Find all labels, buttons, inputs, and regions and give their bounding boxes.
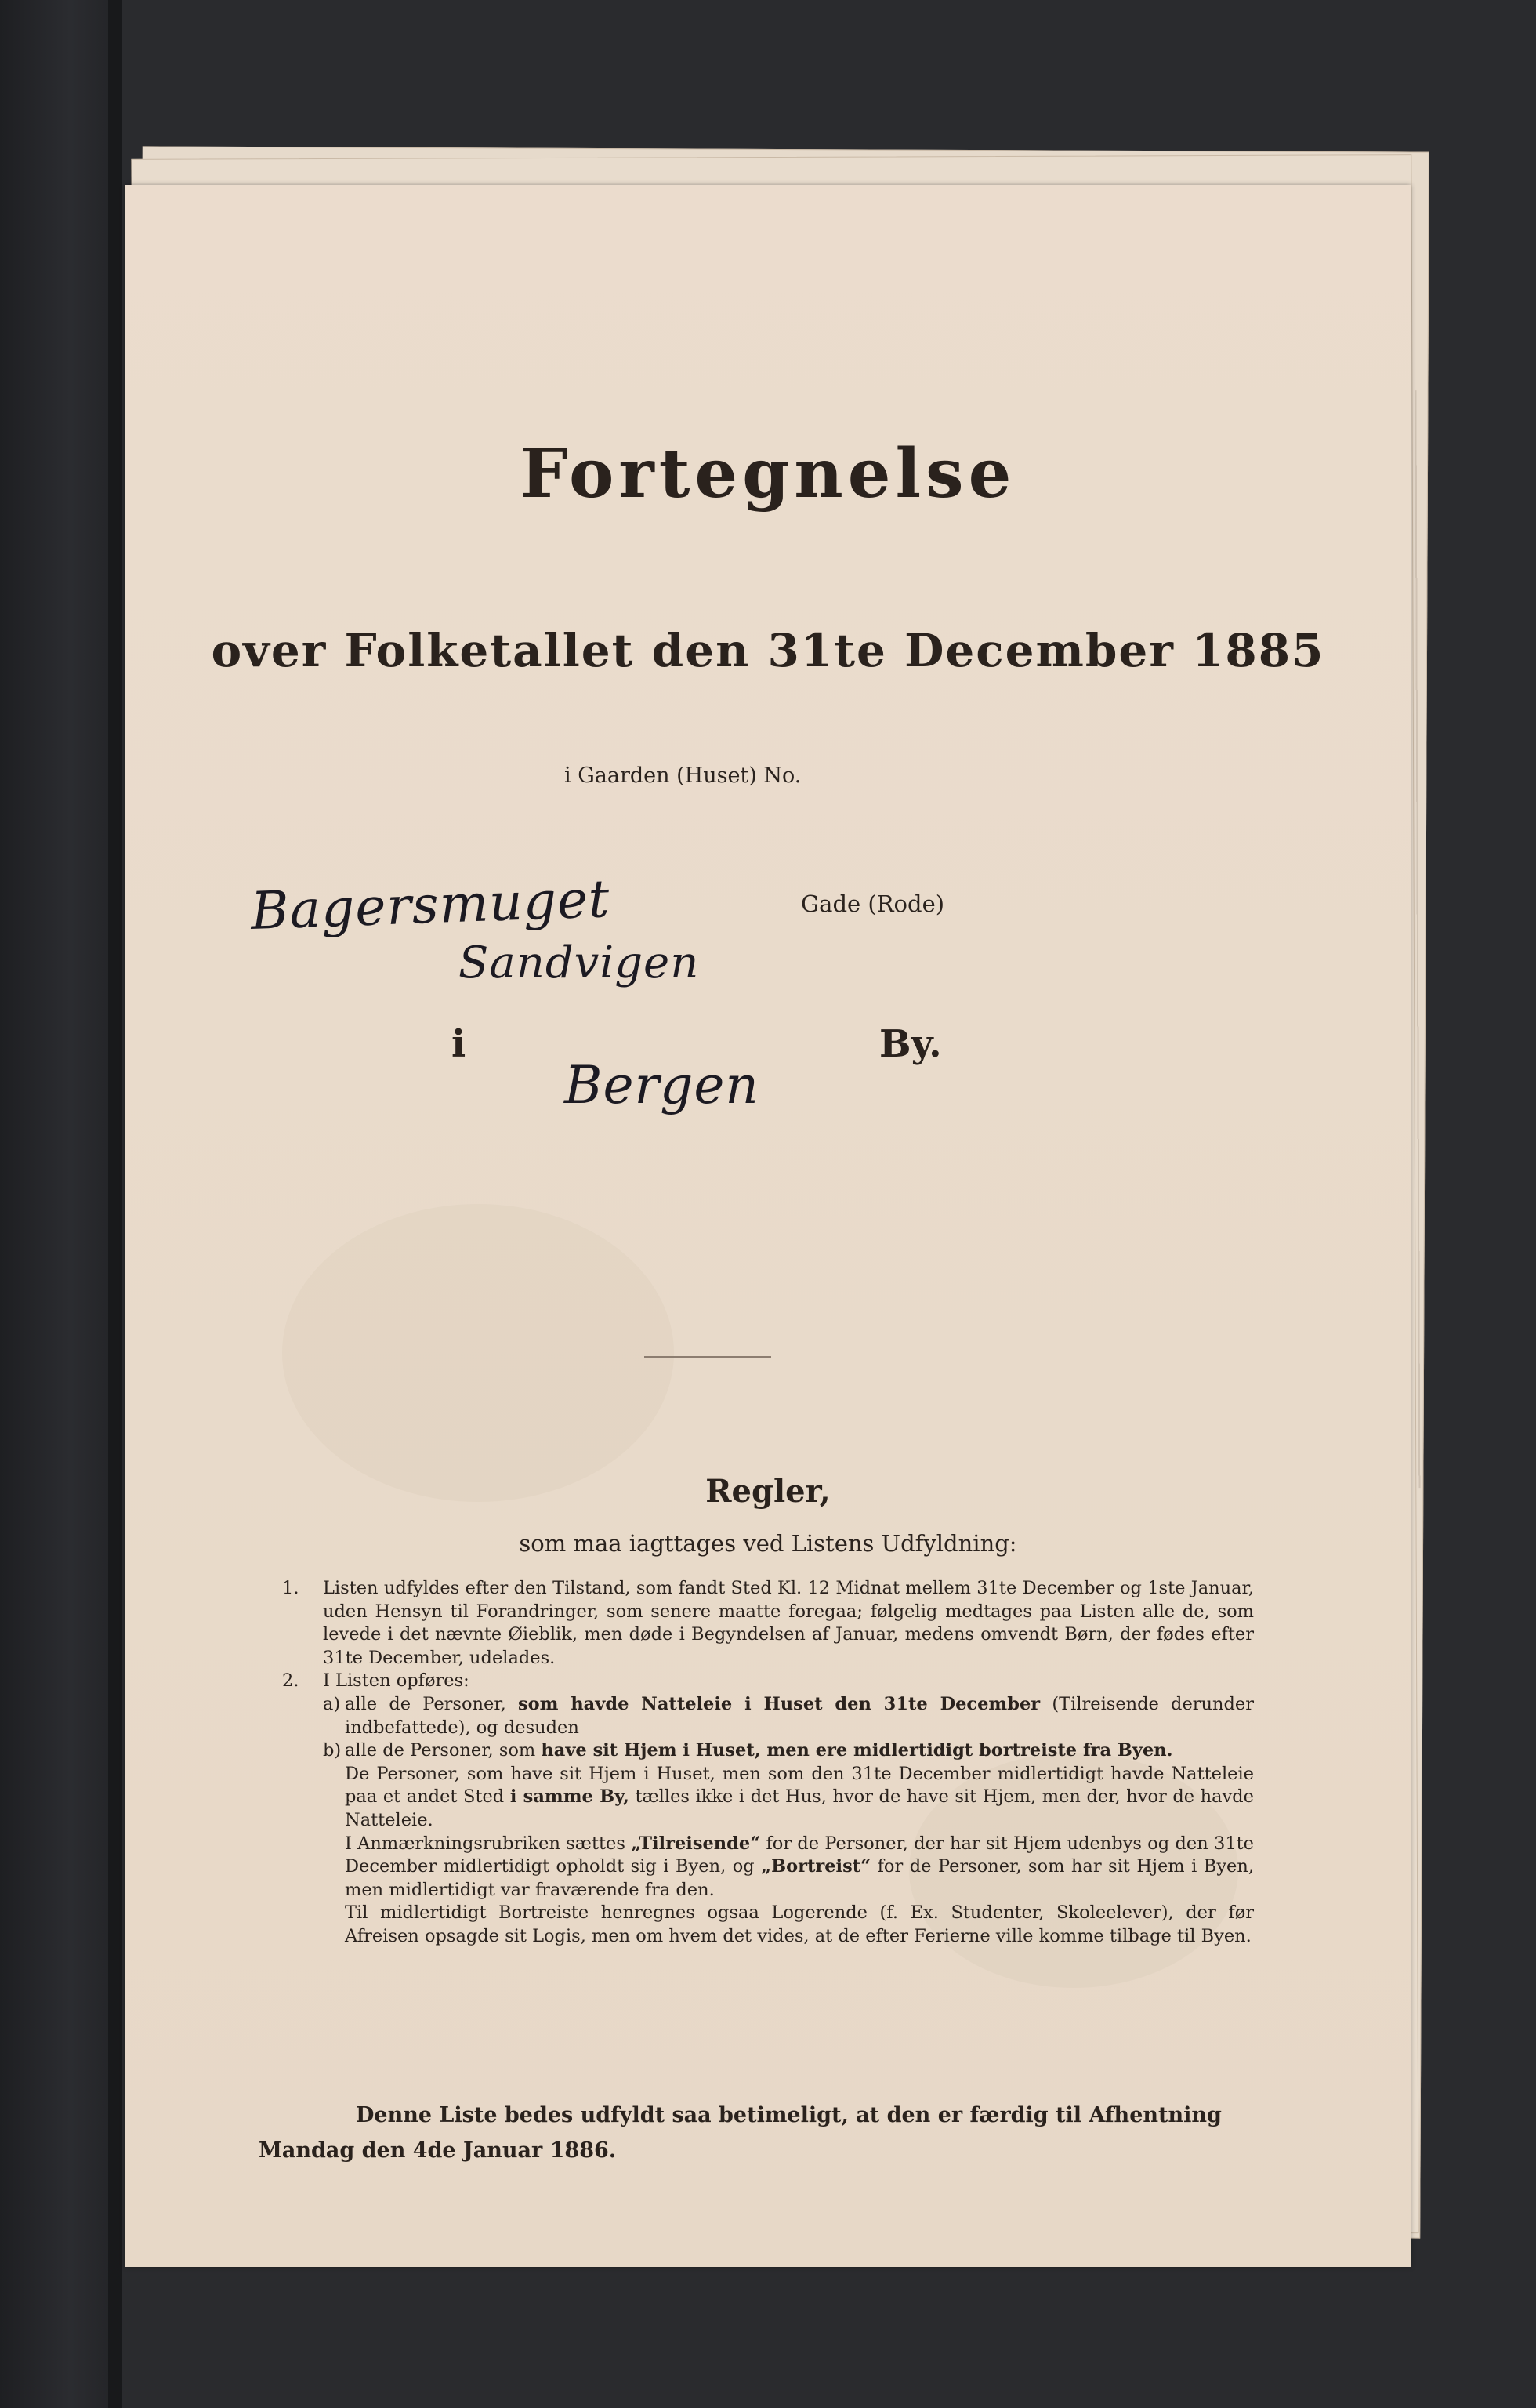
rules-heading: Regler, xyxy=(705,1473,831,1510)
rule-text: Listen udfyldes efter den Tilstand, som fandt Sted Kl. 12 Midnat mellem 31te December og 1ste Januar, uden Hensyn til Forandringer, som senere maatte foregaa; følgelig medtages paa Listen alle de, som levede i det nævnte Øieblik, men døde i Begyndelsen af Januar, medens omvendt Børn, der fødes efter 31te December, udelades. xyxy=(323,1578,1254,1668)
city-suffix: By. xyxy=(879,1022,942,1066)
city-prefix: i xyxy=(451,1022,466,1066)
page-title: Fortegnelse xyxy=(520,434,1016,513)
rule-text: (Tilreisende derunder indbefattede), og desuden xyxy=(345,1693,1254,1738)
rule-emphasis: „Bortreist“ xyxy=(761,1856,871,1877)
rule-2 xyxy=(282,1670,1254,1693)
binder-edge xyxy=(108,0,122,2408)
rule-2c xyxy=(282,1763,1254,1833)
census-form-page xyxy=(125,185,1411,2267)
rule-2e xyxy=(282,1902,1254,1948)
rule-text: alle de Personer, som xyxy=(345,1740,536,1761)
page-subtitle: over Folketallet den 31te December 1885 xyxy=(211,624,1325,677)
notice-line: Mandag den 4de Januar 1886. xyxy=(259,2138,617,2163)
rule-text: I Anmærkningsrubriken sættes xyxy=(345,1833,625,1854)
rule-2d xyxy=(282,1833,1254,1902)
rule-letter: b) xyxy=(323,1740,342,1761)
handwritten-street: Bagersmuget xyxy=(249,869,611,941)
rule-emphasis: have sit Hjem i Huset, men ere midlertidigt bortreiste fra Byen. xyxy=(541,1740,1173,1761)
rules-body xyxy=(282,1577,1254,1949)
rules-subheading: som maa iagttages ved Listens Udfyldning: xyxy=(519,1530,1017,1557)
rule-2b xyxy=(282,1739,1254,1763)
rule-1 xyxy=(282,1577,1254,1670)
house-number-label: i Gaarden (Huset) No. xyxy=(564,763,802,788)
rule-text: tælles ikke i det Hus, hvor de have sit Hjem, men der, hvor de havde Natteleie. xyxy=(345,1786,1254,1830)
rule-letter: a) xyxy=(323,1693,341,1714)
form-content xyxy=(125,185,1411,2267)
binder-spine xyxy=(0,0,118,2408)
rule-text: I Listen opføres: xyxy=(323,1670,469,1692)
rule-number: 2. xyxy=(282,1670,299,1692)
handwritten-city: Bergen xyxy=(564,1055,759,1115)
rule-text: De Personer, som have sit Hjem i Huset, men som den 31te December midlertidigt havde Natteleie paa et andet Sted xyxy=(345,1763,1254,1808)
rule-text: alle de Personer, xyxy=(345,1693,506,1714)
handwritten-area: Sandvigen xyxy=(458,937,700,988)
rule-text: for de Personer, der har sit Hjem udenbys og den 31te December midlertidigt opholdt sig i Byen, og xyxy=(345,1833,1254,1877)
rule-emphasis: i samme By, xyxy=(509,1786,629,1808)
notice-line: Denne Liste bedes udfyldt saa betimeligt, at den er færdig til Afhentning xyxy=(356,2103,1222,2127)
divider xyxy=(644,1356,771,1358)
rule-emphasis: som havde Natteleie i Huset den 31te December xyxy=(517,1693,1041,1714)
rule-2a xyxy=(282,1693,1254,1739)
rule-text: Til midlertidigt Bortreiste henregnes ogsaa Logerende (f. Ex. Studenter, Skoleelever), der før Afreisen opsagde sit Logis, men om hvem det vides, at de efter Ferierne ville komme tilbage til Byen. xyxy=(345,1902,1254,1946)
pickup-notice xyxy=(259,2098,1293,2168)
street-label: Gade (Rode) xyxy=(801,890,945,917)
rule-number: 1. xyxy=(282,1578,299,1598)
rule-emphasis: „Tilreisende“ xyxy=(631,1833,761,1854)
rule-text: for de Personer, som har sit Hjem i Byen, men midlertidigt var fraværende fra den. xyxy=(345,1856,1254,1900)
